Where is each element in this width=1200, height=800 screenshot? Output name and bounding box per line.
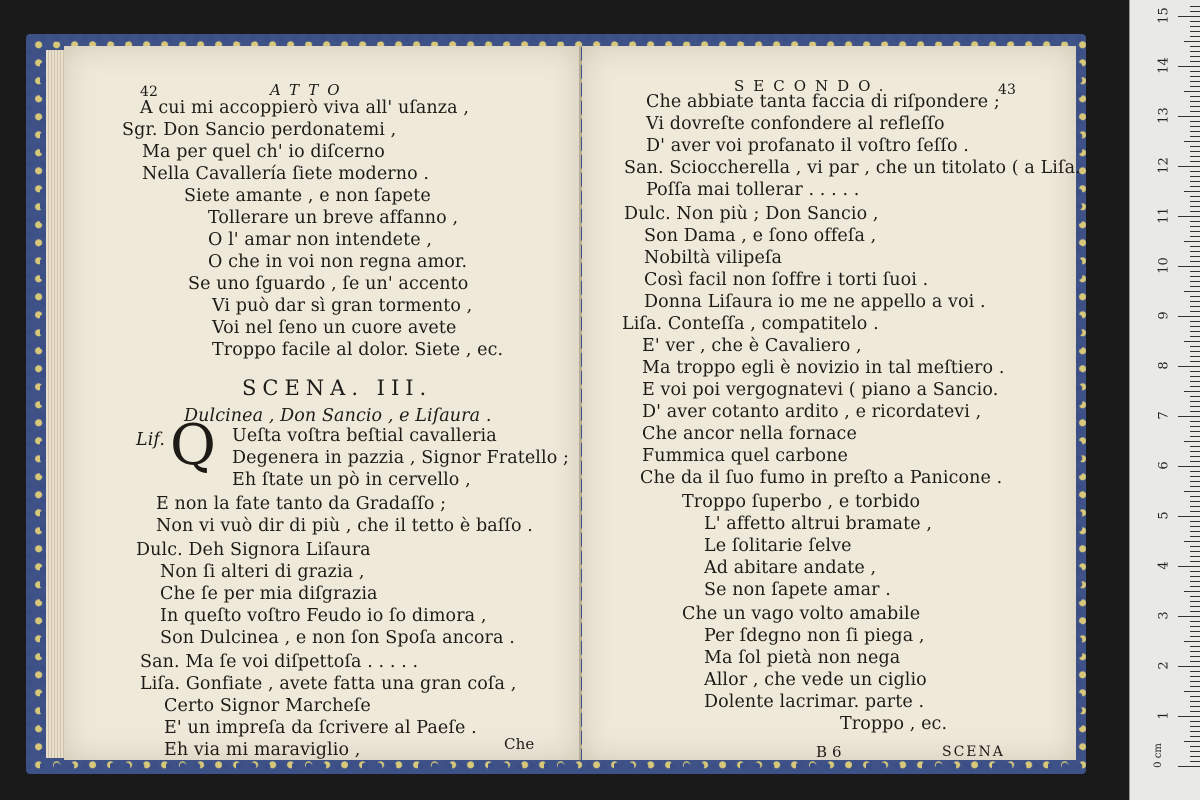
measurement-ruler (1129, 0, 1200, 800)
ruler-tick (1190, 456, 1200, 457)
text-line: Ma per quel ch' io diſcerno (142, 142, 385, 162)
text-line: O che in voi non regna amor. (208, 252, 468, 272)
text-line: Ad abitare andate , (704, 558, 877, 578)
ruler-tick (1190, 651, 1200, 652)
ruler-number: 4 (1156, 561, 1172, 570)
text-line: Ma troppo egli è novizio in tal meſtiero . (642, 358, 1005, 378)
ruler-number: 10 (1156, 257, 1172, 274)
ruler-number: 5 (1156, 511, 1172, 520)
text-line: Non vi vuò dir di più , che il tetto è baſſo . (156, 516, 533, 536)
ruler-tick (1190, 446, 1200, 447)
ruler-tick (1190, 121, 1200, 122)
ruler-number: 9 (1156, 311, 1172, 320)
ruler-tick (1190, 601, 1200, 602)
text-line: O l' amar non intendete , (208, 230, 433, 250)
text-line: Dolente lacrimar. parte . (704, 692, 925, 712)
ruler-tick (1190, 626, 1200, 627)
ruler-tick (1190, 501, 1200, 502)
text-line: Ueſta voſtra beſtial cavalleria (232, 426, 497, 446)
text-line: Nella Cavallería ſiete moderno . (142, 164, 430, 184)
text-line: D' aver voi profanato il voſtro ſeſſo . (646, 136, 969, 156)
ruler-tick (1178, 466, 1200, 467)
ruler-tick (1190, 161, 1200, 162)
ruler-tick (1190, 631, 1200, 632)
ruler-tick (1190, 136, 1200, 137)
ruler-tick (1190, 711, 1200, 712)
right-page (582, 46, 1081, 761)
ruler-tick (1190, 731, 1200, 732)
text-line: Per ſdegno non ſi piega , (704, 626, 925, 646)
ruler-tick (1190, 576, 1200, 577)
text-line: Troppo ſuperbo , e torbido (682, 492, 921, 512)
ruler-number: 8 (1156, 361, 1172, 370)
text-line: Poſſa mai tollerar . . . . . (646, 180, 860, 200)
text-line: Dulc. Non più ; Don Sancio , (624, 204, 879, 224)
ruler-tick (1190, 536, 1200, 537)
ruler-tick (1190, 11, 1200, 12)
ruler-unit-label: 0 cm (1152, 743, 1164, 768)
ruler-tick (1190, 646, 1200, 647)
ruler-tick (1184, 341, 1200, 342)
ruler-tick (1190, 281, 1200, 282)
ruler-tick (1190, 106, 1200, 107)
ruler-tick (1190, 531, 1200, 532)
ruler-number: 12 (1156, 157, 1172, 174)
text-line: Che ancor nella fornace (642, 424, 857, 444)
ruler-tick (1190, 756, 1200, 757)
text-line: Son Dulcinea , e non ſon Spoſa ancora . (160, 628, 515, 648)
ruler-tick (1190, 361, 1200, 362)
ruler-tick (1190, 206, 1200, 207)
ruler-tick (1190, 406, 1200, 407)
dropcap-initial: Q (170, 413, 216, 478)
ruler-tick (1184, 591, 1200, 592)
ruler-number: 15 (1156, 7, 1172, 24)
running-head: ATTO (270, 81, 349, 99)
ruler-tick (1190, 681, 1200, 682)
ruler-tick (1178, 616, 1200, 617)
ruler-tick (1190, 451, 1200, 452)
ruler-tick (1190, 146, 1200, 147)
ruler-tick (1190, 31, 1200, 32)
ruler-number: 14 (1156, 57, 1172, 74)
left-page (64, 46, 581, 760)
running-head: SECONDO. (734, 77, 893, 95)
ruler-tick (1190, 676, 1200, 677)
ruler-tick (1190, 706, 1200, 707)
ruler-tick (1190, 521, 1200, 522)
ruler-tick (1190, 61, 1200, 62)
ruler-number: 7 (1156, 411, 1172, 420)
ruler-tick (1190, 101, 1200, 102)
ruler-tick (1190, 636, 1200, 637)
ruler-tick (1190, 726, 1200, 727)
ruler-tick (1190, 351, 1200, 352)
ruler-tick (1190, 76, 1200, 77)
ruler-tick (1190, 746, 1200, 747)
text-line: Liſa. Conteſſa , compatitelo . (622, 314, 879, 334)
text-line: E non la fate tanto da Gradaſſo ; (156, 494, 447, 514)
ruler-tick (1184, 241, 1200, 242)
ruler-tick (1190, 331, 1200, 332)
ruler-tick (1190, 596, 1200, 597)
text-line: Che ſe per mia diſgrazia (160, 584, 378, 604)
ruler-number: 2 (1156, 661, 1172, 670)
ruler-tick (1190, 461, 1200, 462)
ruler-tick (1190, 326, 1200, 327)
ruler-tick (1190, 496, 1200, 497)
text-line: Le ſolitarie ſelve (704, 536, 852, 556)
ruler-tick (1190, 671, 1200, 672)
ruler-tick (1190, 6, 1200, 7)
text-line: E voi poi vergognatevi ( piano a Sancio. (642, 380, 999, 400)
ruler-number: 13 (1156, 107, 1172, 124)
ruler-tick (1190, 396, 1200, 397)
ruler-tick (1190, 386, 1200, 387)
ruler-tick (1178, 16, 1200, 17)
ruler-tick (1190, 506, 1200, 507)
ruler-tick (1190, 411, 1200, 412)
ruler-tick (1190, 71, 1200, 72)
catchword: Che (504, 735, 535, 753)
ruler-tick (1184, 291, 1200, 292)
ruler-tick (1190, 346, 1200, 347)
ruler-tick (1190, 321, 1200, 322)
ruler-tick (1190, 586, 1200, 587)
text-line: Così facil non ſoffre i torti ſuoi . (644, 270, 929, 290)
ruler-tick (1190, 476, 1200, 477)
text-line: In queſto voſtro Feudo io ſo dimora , (160, 606, 487, 626)
ruler-tick (1178, 766, 1200, 767)
text-line: Vi può dar sì gran tormento , (212, 296, 473, 316)
ruler-tick (1190, 176, 1200, 177)
ruler-tick (1190, 131, 1200, 132)
ruler-tick (1184, 641, 1200, 642)
ruler-number: 6 (1156, 461, 1172, 470)
ruler-tick (1190, 126, 1200, 127)
ruler-number: 1 (1156, 711, 1172, 720)
ruler-tick (1190, 271, 1200, 272)
ruler-tick (1178, 566, 1200, 567)
text-line: Degenera in pazzia , Signor Fratello ; (232, 448, 570, 468)
ruler-tick (1178, 666, 1200, 667)
ruler-tick (1178, 266, 1200, 267)
ruler-tick (1178, 166, 1200, 167)
text-line: Se non ſapete amar . (704, 580, 891, 600)
ruler-tick (1190, 301, 1200, 302)
ruler-tick (1190, 171, 1200, 172)
page-edges (46, 50, 66, 758)
ruler-tick (1190, 151, 1200, 152)
catchword: SCENA (942, 744, 1005, 760)
text-line: A cui mi accoppierò viva all' uſanza , (140, 98, 469, 118)
text-line: Fummica quel carbone (642, 446, 848, 466)
ruler-tick (1190, 21, 1200, 22)
ruler-tick (1190, 226, 1200, 227)
ruler-tick (1190, 111, 1200, 112)
ruler-tick (1190, 246, 1200, 247)
ruler-tick (1178, 316, 1200, 317)
ruler-tick (1190, 251, 1200, 252)
ruler-tick (1190, 26, 1200, 27)
ruler-tick (1190, 376, 1200, 377)
ruler-tick (1190, 196, 1200, 197)
ruler-tick (1190, 336, 1200, 337)
text-line: E' un impreſa da ſcrivere al Paeſe . (164, 718, 477, 738)
ruler-tick (1190, 426, 1200, 427)
ruler-tick (1178, 716, 1200, 717)
ruler-tick (1184, 691, 1200, 692)
text-line: Eh ſtate un pò in cervello , (232, 470, 471, 490)
ruler-tick (1184, 91, 1200, 92)
ruler-tick (1190, 401, 1200, 402)
ruler-tick (1190, 656, 1200, 657)
text-line: Donna Liſaura io me ne appello a voi . (644, 292, 986, 312)
ruler-tick (1190, 261, 1200, 262)
scene-title: SCENA. III. (242, 376, 433, 400)
ruler-tick (1190, 556, 1200, 557)
text-line: Dulc. Deh Signora Liſaura (136, 540, 371, 560)
text-line: Sgr. Don Sancio perdonatemi , (122, 120, 397, 140)
ruler-tick (1190, 231, 1200, 232)
ruler-tick (1190, 546, 1200, 547)
text-line: Vi dovreſte confondere al refleſſo (646, 114, 945, 134)
ruler-tick (1190, 701, 1200, 702)
ruler-tick (1190, 431, 1200, 432)
ruler-tick (1190, 561, 1200, 562)
ruler-tick (1190, 356, 1200, 357)
ruler-tick (1190, 621, 1200, 622)
ruler-tick (1190, 686, 1200, 687)
ruler-tick (1190, 611, 1200, 612)
ruler-tick (1190, 421, 1200, 422)
ruler-tick (1190, 201, 1200, 202)
ruler-tick (1190, 761, 1200, 762)
ruler-tick (1190, 481, 1200, 482)
text-line: Ma ſol pietà non nega (704, 648, 901, 668)
text-line: Liſa. Gonfiate , avete fatta una gran coſa , (140, 674, 517, 694)
text-line: Tollerare un breve affanno , (208, 208, 459, 228)
ruler-tick (1178, 66, 1200, 67)
ruler-tick (1190, 236, 1200, 237)
ruler-tick (1190, 311, 1200, 312)
text-line: San. Scioccherella , vi par , che un titolato ( a Liſa. (624, 158, 1081, 178)
text-line: Che da il ſuo fumo in preſto a Panicone . (640, 468, 1003, 488)
ruler-tick (1190, 296, 1200, 297)
text-line: Voi nel ſeno un cuore avete (212, 318, 457, 338)
ruler-tick (1184, 741, 1200, 742)
ruler-tick (1190, 371, 1200, 372)
ruler-tick (1190, 46, 1200, 47)
ruler-tick (1190, 526, 1200, 527)
ruler-tick (1184, 141, 1200, 142)
ruler-tick (1190, 606, 1200, 607)
text-line: E' ver , che è Cavaliero , (642, 336, 862, 356)
text-line: Che un vago volto amabile (682, 604, 921, 624)
ruler-tick (1190, 751, 1200, 752)
text-line: San. Ma ſe voi diſpettoſa . . . . . (140, 652, 419, 672)
ruler-tick (1184, 491, 1200, 492)
ruler-tick (1184, 391, 1200, 392)
ruler-tick (1190, 221, 1200, 222)
ruler-tick (1178, 116, 1200, 117)
text-line: Se uno ſguardo , ſe un' accento (188, 274, 469, 294)
text-line: L' affetto altrui bramate , (704, 514, 933, 534)
ruler-tick (1184, 441, 1200, 442)
ruler-tick (1190, 736, 1200, 737)
ruler-tick (1190, 36, 1200, 37)
text-line: D' aver cotanto ardito , e ricordatevi , (642, 402, 982, 422)
ruler-tick (1190, 256, 1200, 257)
scene-cast: Dulcinea , Don Sancio , e Liſaura . (184, 406, 492, 426)
page-number: 43 (998, 82, 1017, 98)
ruler-tick (1190, 51, 1200, 52)
ruler-tick (1190, 471, 1200, 472)
page-number: 42 (140, 84, 159, 100)
ruler-number: 3 (1156, 611, 1172, 620)
ruler-tick (1190, 571, 1200, 572)
ruler-tick (1190, 81, 1200, 82)
ruler-tick (1178, 416, 1200, 417)
ruler-tick (1190, 211, 1200, 212)
ruler-tick (1190, 86, 1200, 87)
ruler-tick (1190, 486, 1200, 487)
signature-mark: B 6 (816, 743, 842, 761)
ruler-tick (1190, 661, 1200, 662)
ruler-tick (1190, 381, 1200, 382)
ruler-tick (1190, 156, 1200, 157)
speaker-label: Lif. (136, 430, 166, 450)
ruler-tick (1190, 581, 1200, 582)
ruler-tick (1178, 216, 1200, 217)
text-line: Nobiltà vilipeſa (644, 248, 783, 268)
text-line: Certo Signor Marcheſe (164, 696, 371, 716)
ruler-tick (1190, 56, 1200, 57)
text-line: Non ſi alteri di grazia , (160, 562, 365, 582)
ruler-tick (1190, 696, 1200, 697)
ruler-tick (1190, 286, 1200, 287)
ruler-tick (1184, 41, 1200, 42)
text-line: Siete amante , e non ſapete (184, 186, 431, 206)
ruler-tick (1190, 181, 1200, 182)
ruler-tick (1190, 551, 1200, 552)
ruler-tick (1190, 276, 1200, 277)
ruler-tick (1184, 541, 1200, 542)
text-line: Che abbiate tanta faccia di riſpondere ; (646, 92, 1000, 112)
text-line: Allor , che vede un ciglio (704, 670, 927, 690)
ruler-tick (1190, 306, 1200, 307)
ruler-tick (1178, 516, 1200, 517)
ruler-tick (1190, 721, 1200, 722)
text-line: Eh via mi maraviglio , (164, 740, 361, 760)
ruler-tick (1184, 191, 1200, 192)
ruler-tick (1190, 511, 1200, 512)
ruler-tick (1178, 366, 1200, 367)
ruler-tick (1190, 436, 1200, 437)
text-line: Troppo facile al dolor. Siete , ec. (212, 340, 504, 360)
ruler-tick (1190, 186, 1200, 187)
ruler-number: 11 (1156, 207, 1172, 224)
ruler-tick (1190, 96, 1200, 97)
text-line: Son Dama , e ſono offeſa , (644, 226, 877, 246)
text-line: Troppo , ec. (840, 714, 948, 734)
